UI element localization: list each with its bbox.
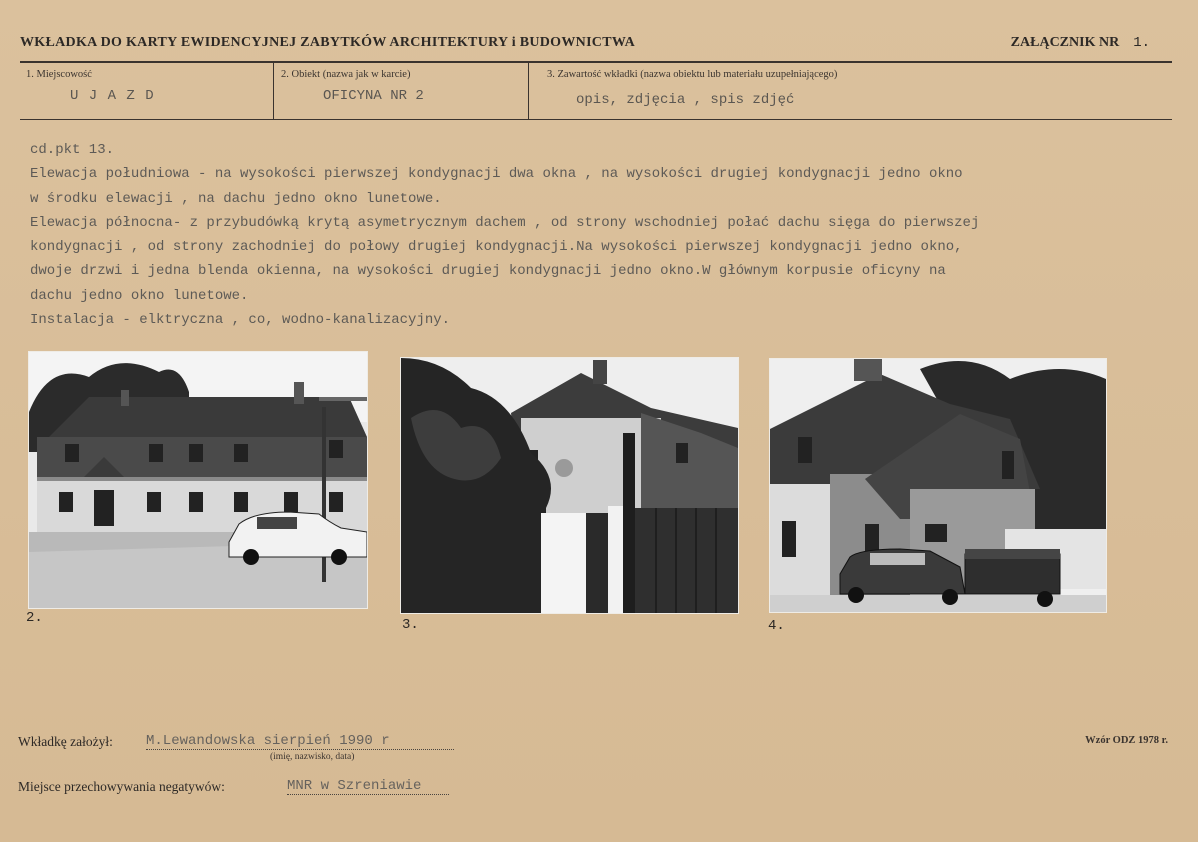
locality-label: 1. Miejscowość [26,69,92,80]
negatives-label: Miejsce przechowywania negatywów: [18,779,225,794]
description-line: kondygnacji , od strony zachodniej do połowy drugiej kondygnacji.Na wysokości pierwszej kondygnacji jedno okno, [30,239,963,256]
photo-annex [769,358,1107,613]
annex-label [1011,35,1150,51]
negatives-value: MNR w Szreniawie [287,778,449,795]
fields-rule [20,119,1172,120]
photo-building-front [28,351,368,609]
author-hint: (imię, nazwisko, data) [270,752,355,762]
field-divider [273,63,274,119]
content-value: opis, zdjęcia , spis zdjęć [576,92,795,108]
annex-label-text: ZAŁĄCZNIK NR [1010,35,1120,50]
photo-north-gable [400,357,739,614]
object-label: 2. Obiekt (nazwa jak w karcie) [281,69,411,80]
field-divider [528,63,529,119]
author-value: M.Lewandowska sierpień 1990 r [146,733,454,750]
content-label: 3. Zawartość wkładki (nazwa obiektu lub materiału uzupełniającego) [547,69,838,80]
description-line: dachu jedno okno lunetowe. [30,287,249,304]
object-value: OFICYNA NR 2 [323,88,424,104]
description-text [30,138,1180,332]
annex-number: 1. [1133,35,1150,51]
document-title: WKŁADKA DO KARTY EWIDENCYJNEJ ZABYTKÓW ARCHITEKTURY i BUDOWNICTWA [20,35,636,50]
description-line: Instalacja - elktryczna , co, wodno-kanalizacyjny. [30,312,451,329]
description-line: Elewacja północna- z przybudówką krytą asymetrycznym dachem , od strony wschodniej połać dachu sięga do pierwszej [30,214,980,231]
description-line: Elewacja południowa - na wysokości pierwszej kondygnacji dwa okna , na wysokości drugiej kondygnacji jedno okno [30,166,963,183]
photo-number: 4. [768,618,785,634]
photo-number: 2. [26,610,43,626]
locality-value: U J A Z D [70,88,155,104]
author-label: Wkładkę założył: [18,734,113,749]
photo-number: 3. [402,617,419,633]
header-rule [20,61,1172,63]
description-line: w środku elewacji , na dachu jedno okno lunetowe. [30,190,442,207]
form-template-label: Wzór ODZ 1978 r. [1085,735,1168,746]
description-line: dwoje drzwi i jedna blenda okienna, na wysokości drugiej kondygnacji jedno okno.W głównym korpusie oficyny na [30,263,946,280]
description-line: cd.pkt 13. [30,142,115,158]
